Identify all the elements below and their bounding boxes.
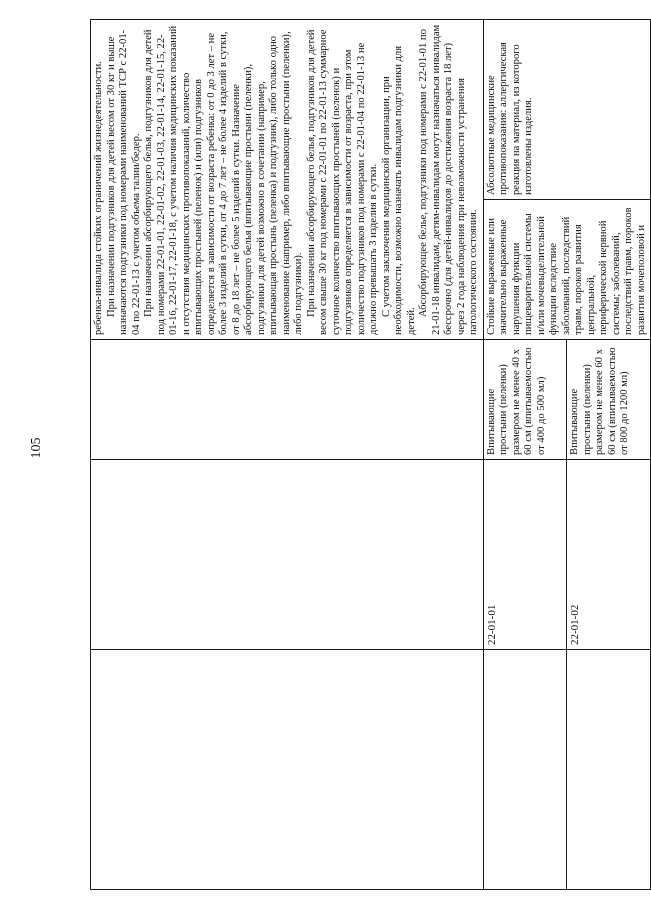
empty-cell bbox=[483, 650, 567, 890]
contraindications-cell: Абсолютные медицинские противопоказания: аллергическая реакция на материал, из которого изготовлены изделия. bbox=[483, 19, 651, 199]
empty-cell bbox=[567, 650, 651, 890]
item-name-cell: Впитывающие простыни (пеленки) размером не менее 60 х 60 см (впитываемостью от 800 до 1200 мл) bbox=[567, 340, 651, 460]
paragraph: При назначении абсорбирующего белья, подгузников для детей весом свыше 30 кг под номерами с 22-01-01 по 22-01-13 суммарное суточное количество впитывающих простыней (пеленок) и подгузников определяется в зависимости от возраста, при этом количество подгузников под номерами с 22-01-04 по 22-01-13 не должно превышать 3 изделия в сутки. bbox=[305, 29, 379, 335]
paragraph: С учетом заключения медицинской организации, при необходимости, возможно назначать инвалидам подгузники для детей. bbox=[380, 45, 417, 335]
indications-cell: Стойкие выраженные или значительно выраженные нарушения функции пищеварительной системы и/или мочевыделительной функции вследствие заболеваний, последствий травм, пороков развития центральной, периферической нервной системы; заболеваний, последствий травм, пороков развития мочеполовой и bbox=[483, 200, 651, 340]
empty-cell bbox=[91, 460, 484, 650]
empty-cell bbox=[91, 340, 484, 460]
table-row-top bbox=[91, 19, 484, 889]
paragraph: При назначении подгузников для детей весом от 30 кг и выше назначаются подгузники под номерами наименований ТСР с 22-01-04 по 22-01-13 с учетом объема талии/бедер. bbox=[105, 29, 142, 335]
item-code-cell: 22-01-02 bbox=[567, 460, 651, 650]
rotated-page-content bbox=[90, 20, 647, 890]
table-row bbox=[483, 19, 567, 889]
paragraph: Абсорбирующее белье, подгузники под номерами с 22-01-01 по 21-01-18 инвалидам, детям-инвалидам могут назначаться инвалидам бессрочно (для детей-инвалидов до достижения возраста 18 лет) через 2 года наблюдения при невозможности устранения патологического состояния. bbox=[418, 24, 479, 335]
page-number: 105 bbox=[29, 437, 44, 459]
document-table bbox=[90, 19, 651, 890]
item-name-cell: Впитывающие простыни (пеленки) размером не менее 40 х 60 см (впитываемостью от 400 до 500 мл) bbox=[483, 340, 567, 460]
paragraph: ребенка-инвалида стойких ограничений жизнедеятельности. bbox=[93, 61, 104, 335]
empty-cell bbox=[91, 650, 484, 890]
item-code-cell: 22-01-01 bbox=[483, 460, 567, 650]
requirements-text-cell bbox=[91, 19, 484, 339]
paragraph: При назначении абсорбирующего белья, подгузников для детей под номерами 22-01-01, 22-01-02, 22-01-03, 22-01-14, 22-01-15, 22-01-16, 22-01-17, 22-01-18, с учетом наличия медицинских показаний и отсутствия медицинских противопоказаний, количество впитывающих простыней (пеленок) и (или) подгузников определяется в зависимости от возраста ребенка: от 0 до 3 лет – не более 3 изделий в сутки, от 4 до 7 лет – не более 4 изделий в сутки, от 8 до 18 лет – не более 5 изделий в сутки. Назначение абсорбирующего белья (впитывающие простыни (пеленки), подгузники для детей возможно в сочетании (например, впитывающая простынь (пеленка) и подгузник), либо только одно наименование (например, либо впитывающие простыни (пеленки), либо подгузники). bbox=[143, 25, 304, 335]
